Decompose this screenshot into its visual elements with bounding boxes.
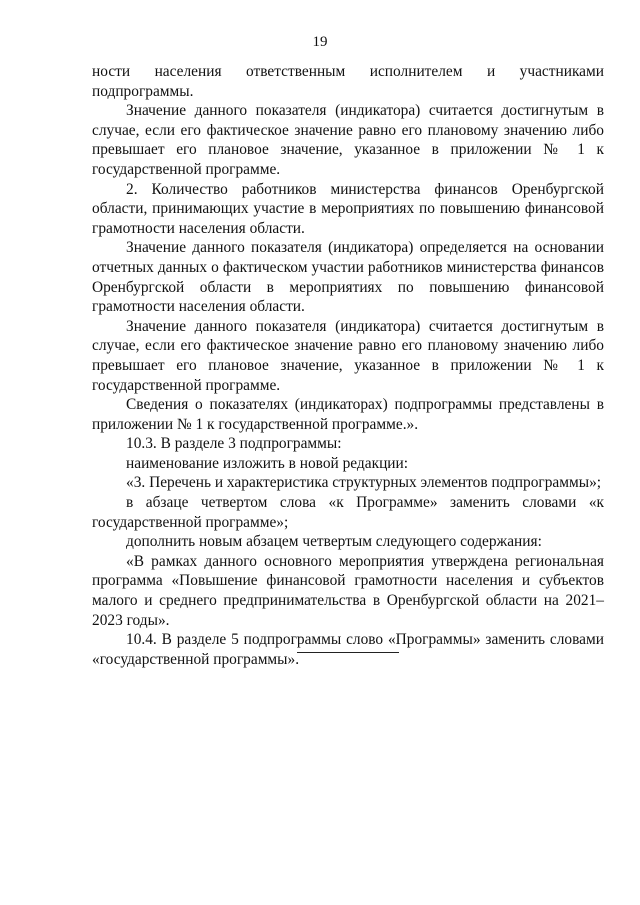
separator-line [297,652,399,653]
paragraph: дополнить новым абзацем четвертым следующего содержания: [126,533,542,551]
paragraph: «В рамках данного основного мероприятия утверждена региональная программа «Повышение финансовой грамотности населения и субъектов малого и среднего предпринимательства в Оренбургской области на 2021–2023 годы». [92,552,604,629]
paragraph: «3. Перечень и характеристика структурных элементов подпрограммы»; [126,474,602,492]
paragraph: Значение данного показателя (индикатора) определяется на основании отчетных данных о фактическом участии работников министерства финансов Оренбургской области в мероприятиях по повышению финансовой грамотности населения области. [92,239,604,316]
paragraph: Значение данного показателя (индикатора) считается достигнутым в случае, если его фактическое значение равно его плановому значению либо превышает его плановое значение, указанное в приложении № 1 к государственной программе. [92,102,604,178]
paragraph: ности населения ответственным исполнителем и участниками подпрограммы. [92,63,604,100]
paragraph: Сведения о показателях (индикаторах) подпрограммы представлены в приложении № 1 к государственной программе.». [92,396,604,433]
paragraph: Значение данного показателя (индикатора) считается достигнутым в случае, если его фактическое значение равно его плановому значению либо превышает его плановое значение, указанное в приложении № 1 к государственной программе. [92,317,604,394]
page-number: 19 [312,34,328,50]
paragraph: 10.4. В разделе 5 подпрограммы слово «Программы» заменить словами «государственной программы». [92,631,604,668]
paragraph: 10.3. В разделе 3 подпрограммы: [126,435,342,453]
paragraph: наименование изложить в новой редакции: [126,454,409,472]
paragraph: 2. Количество работников министерства финансов Оренбургской области, принимающих участие в мероприятиях по повышению финансовой грамотности населения области. [92,180,604,237]
paragraph: в абзаце четвертом слова «к Программе» заменить словами «к государственной программе»; [92,494,604,531]
document-body [92,62,604,669]
